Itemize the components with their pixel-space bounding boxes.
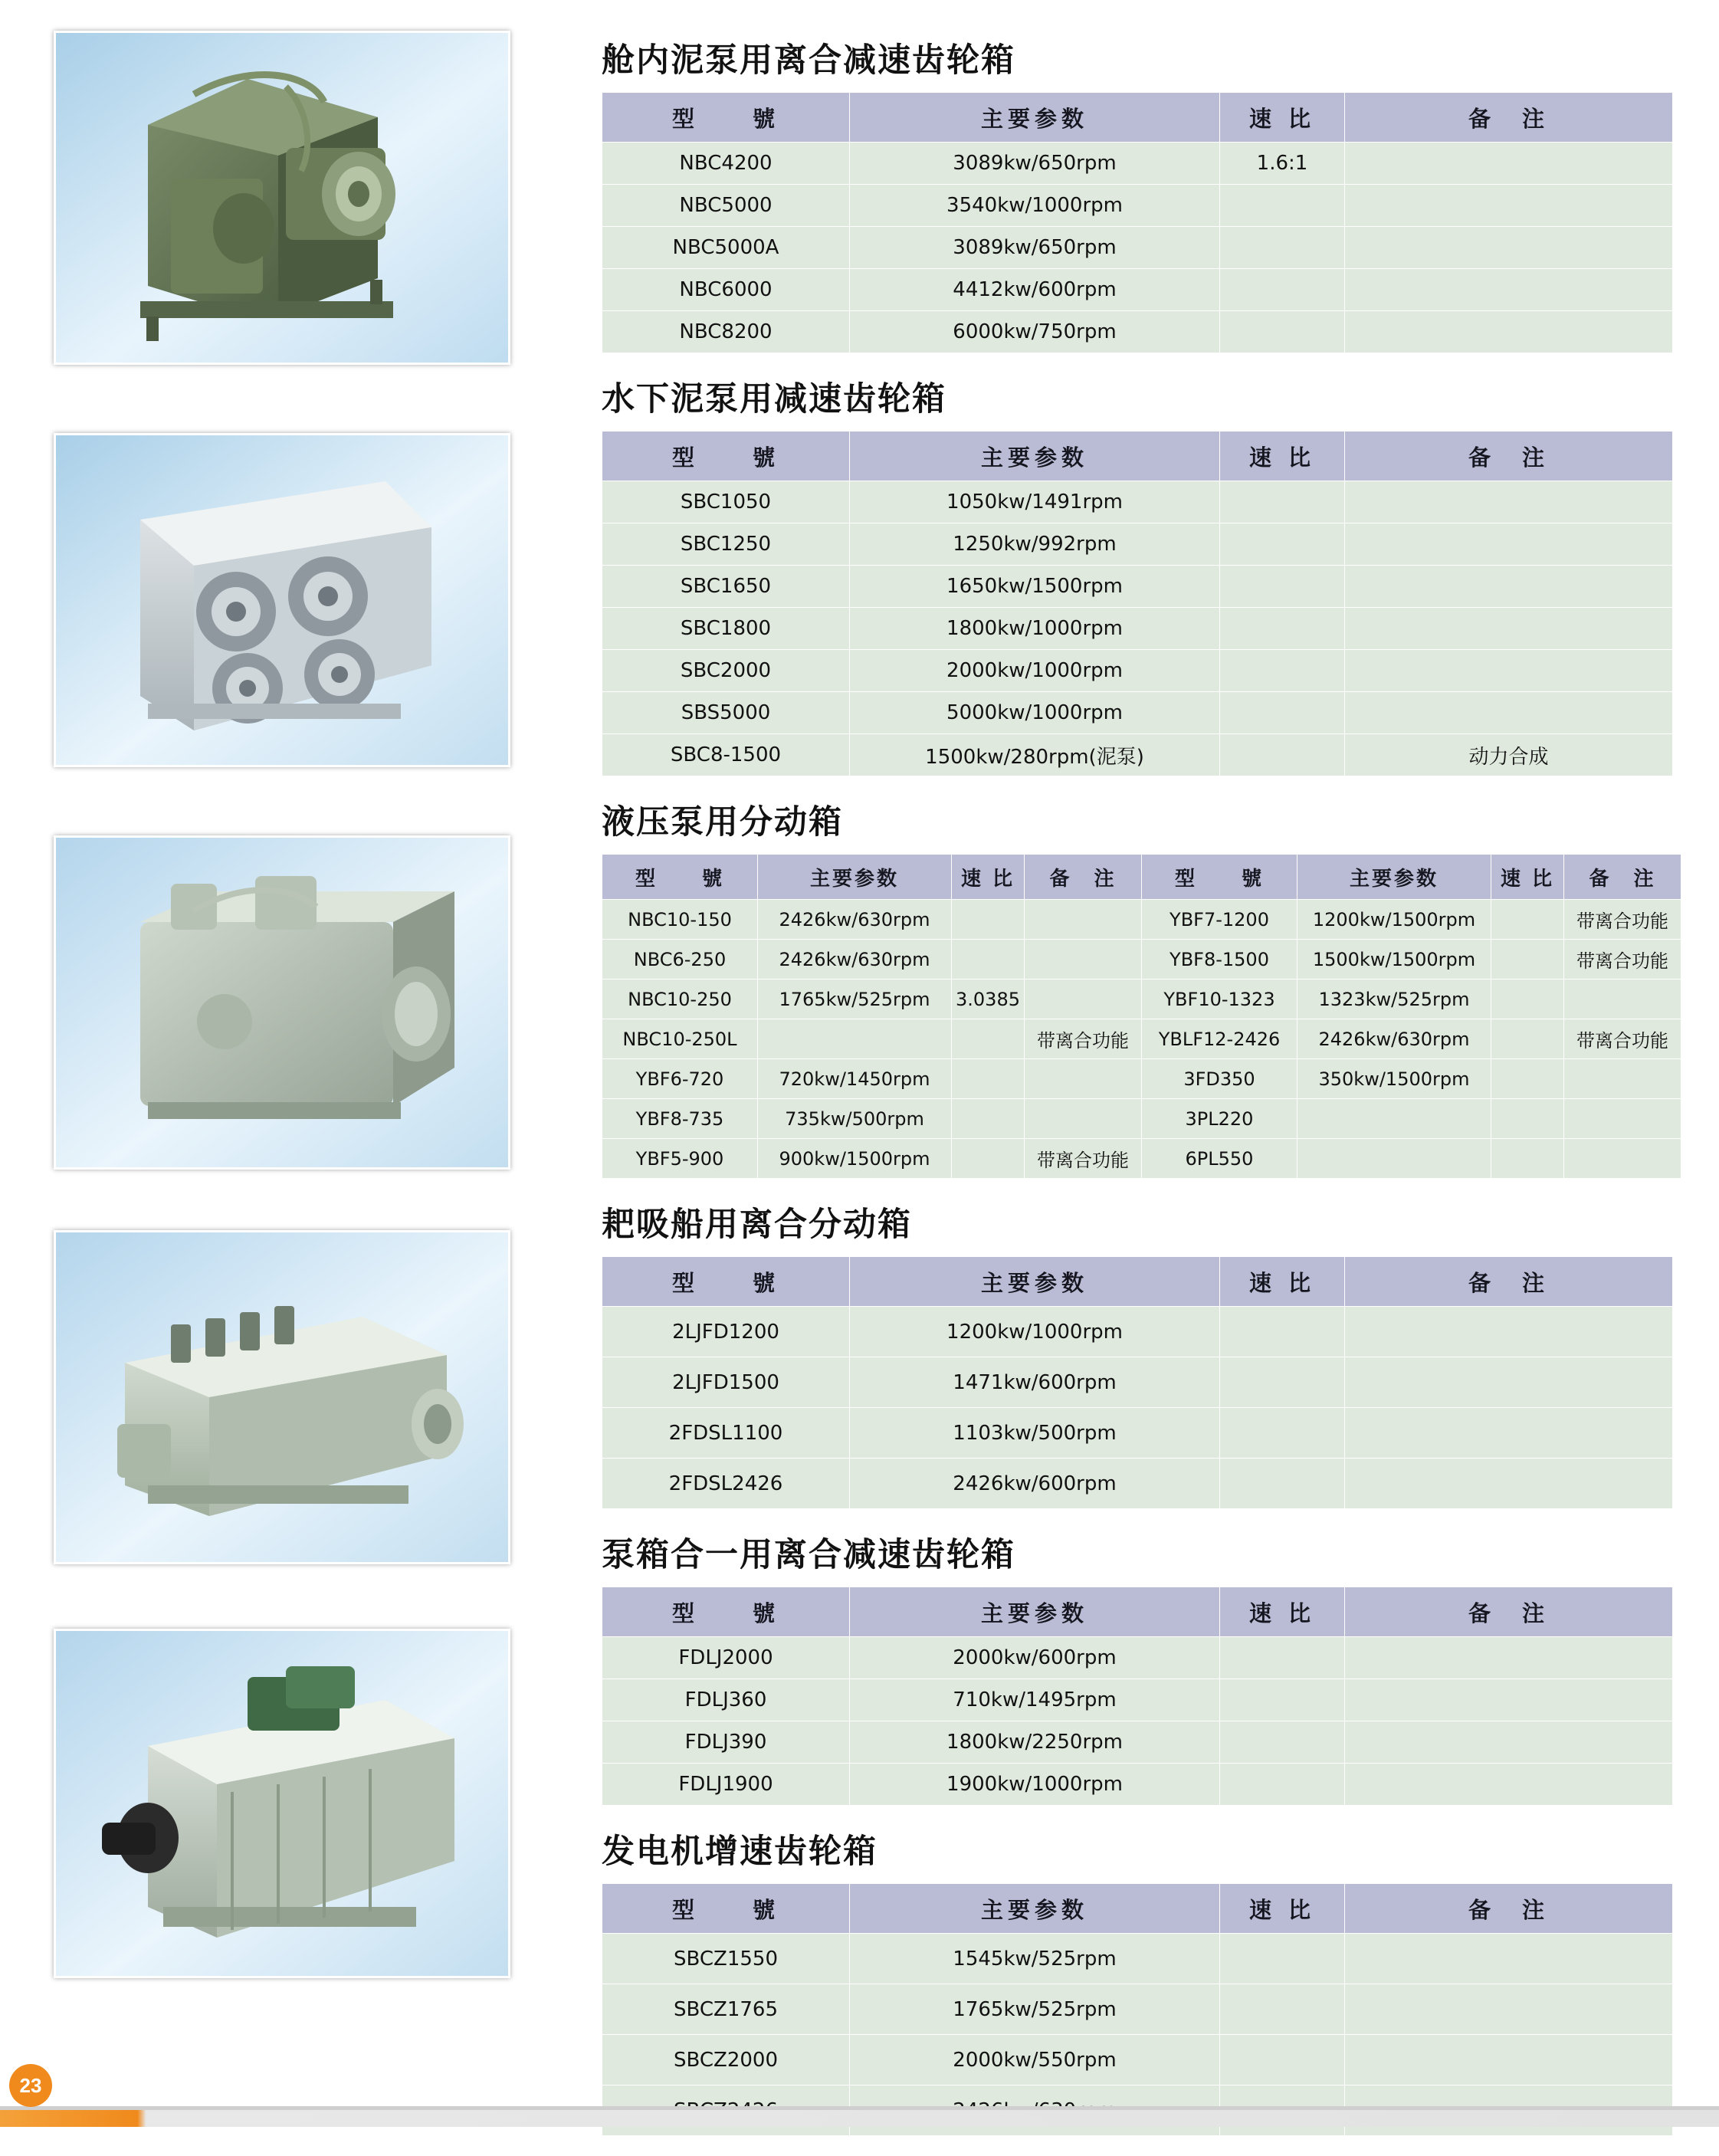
cell-model: SBC8-1500 (602, 734, 850, 776)
cell-model: SBC1800 (602, 608, 850, 650)
cell-model-right: 6PL550 (1142, 1139, 1297, 1179)
cell-remark (1345, 269, 1673, 311)
gearbox-illustration-3 (56, 838, 508, 1167)
col-params: 主要参数 (850, 93, 1220, 143)
col-ratio: 速 比 (1220, 93, 1345, 143)
table-row (602, 481, 1673, 523)
cell-remark (1345, 566, 1673, 608)
section-title: 舱内泥泵用离合减速齿轮箱 (602, 41, 1015, 80)
cell-ratio (1220, 1357, 1345, 1408)
cell-ratio-left (952, 1019, 1025, 1059)
table-row (602, 311, 1673, 353)
cell-params-right (1297, 1139, 1491, 1179)
section-title: 发电机增速齿轮箱 (602, 1833, 878, 1871)
col-ratio-left: 速 比 (952, 855, 1025, 900)
cell-params: 2000kw/1000rpm (850, 650, 1220, 692)
cell-params: 1900kw/1000rpm (850, 1764, 1220, 1806)
col-model-right: 型 號 (1142, 855, 1297, 900)
gearbox-illustration-2 (56, 435, 508, 765)
cell-remark-left (1025, 900, 1142, 940)
cell-remark-right (1564, 1099, 1681, 1139)
cell-model: SBC1050 (602, 481, 850, 523)
col-model: 型 號 (602, 1257, 850, 1307)
cell-remark (1345, 1459, 1673, 1509)
cell-ratio (1220, 566, 1345, 608)
col-params: 主要参数 (850, 432, 1220, 481)
cell-params: 2000kw/550rpm (850, 2035, 1220, 2085)
cell-remark-right: 带离合功能 (1564, 1019, 1681, 1059)
table-row (602, 1764, 1673, 1806)
cell-ratio (1220, 185, 1345, 227)
col-params: 主要参数 (850, 1257, 1220, 1307)
col-model: 型 號 (602, 93, 850, 143)
cell-ratio (1220, 1934, 1345, 1984)
table-row (602, 734, 1673, 776)
cell-remark (1345, 185, 1673, 227)
cell-params: 3089kw/650rpm (850, 227, 1220, 269)
table-row (602, 1019, 1681, 1059)
cell-model-left: NBC10-250L (602, 1019, 758, 1059)
cell-ratio (1220, 269, 1345, 311)
cell-model: FDLJ1900 (602, 1764, 850, 1806)
cell-params: 1200kw/1000rpm (850, 1307, 1220, 1357)
footer-bar (0, 2110, 1719, 2127)
cell-ratio-right (1491, 1139, 1564, 1179)
col-remark-left: 备 注 (1025, 855, 1142, 900)
section-hydraulic-pump-transfer-case (602, 796, 1705, 1179)
table-row (602, 185, 1673, 227)
table-row (602, 1679, 1673, 1721)
col-params: 主要参数 (850, 1587, 1220, 1637)
cell-ratio (1220, 1408, 1345, 1459)
cell-model: NBC4200 (602, 143, 850, 185)
in-hull-mud-pump-gearbox-photo (54, 31, 510, 365)
cell-params: 1800kw/1000rpm (850, 608, 1220, 650)
col-ratio-right: 速 比 (1491, 855, 1564, 900)
spec-tables-column (602, 0, 1705, 2156)
spec-table (602, 1883, 1673, 2136)
cell-remark-right: 带离合功能 (1564, 900, 1681, 940)
table-row (602, 227, 1673, 269)
section-in-hull-mud-pump (602, 34, 1705, 353)
hydraulic-pump-transfer-case-photo (54, 835, 510, 1170)
col-ratio: 速 比 (1220, 432, 1345, 481)
col-remark: 备 注 (1345, 1884, 1673, 1934)
cell-params-left (758, 1019, 952, 1059)
cell-model-left: NBC6-250 (602, 940, 758, 980)
cell-params-left: 1765kw/525rpm (758, 980, 952, 1019)
cell-params: 4412kw/600rpm (850, 269, 1220, 311)
table-row (602, 1099, 1681, 1139)
section-pump-box-integrated (602, 1529, 1705, 1806)
cell-ratio (1220, 1637, 1345, 1679)
spec-table (602, 1587, 1673, 1806)
section-title: 液压泵用分动箱 (602, 803, 843, 842)
table-row (602, 1307, 1673, 1357)
col-params: 主要参数 (850, 1884, 1220, 1934)
cell-remark (1345, 1721, 1673, 1764)
cell-params: 3089kw/650rpm (850, 143, 1220, 185)
cell-remark (1345, 311, 1673, 353)
cell-remark (1345, 1408, 1673, 1459)
cell-params: 1545kw/525rpm (850, 1934, 1220, 1984)
col-remark-right: 备 注 (1564, 855, 1681, 900)
cell-params-right: 2426kw/630rpm (1297, 1019, 1491, 1059)
cell-params: 2000kw/600rpm (850, 1637, 1220, 1679)
table-row (602, 608, 1673, 650)
table-row (602, 692, 1673, 734)
cell-model: SBCZ1765 (602, 1984, 850, 2035)
section-title: 泵箱合一用离合减速齿轮箱 (602, 1536, 1015, 1574)
table-row (602, 1459, 1673, 1509)
cell-params: 1650kw/1500rpm (850, 566, 1220, 608)
table-row (602, 566, 1673, 608)
cell-model: FDLJ360 (602, 1679, 850, 1721)
cell-params: 1103kw/500rpm (850, 1408, 1220, 1459)
cell-ratio-right (1491, 940, 1564, 980)
table-row (602, 980, 1681, 1019)
table-row (602, 1721, 1673, 1764)
table-row (602, 1408, 1673, 1459)
cell-params: 1765kw/525rpm (850, 1984, 1220, 2035)
cell-model-left: NBC10-250 (602, 980, 758, 1019)
cell-model: SBC2000 (602, 650, 850, 692)
table-row (602, 1357, 1673, 1408)
cell-ratio (1220, 2035, 1345, 2085)
cell-remark-right: 带离合功能 (1564, 940, 1681, 980)
spec-table (602, 92, 1673, 353)
cell-remark-left: 带离合功能 (1025, 1019, 1142, 1059)
gearbox-illustration-4 (56, 1232, 508, 1562)
table-row (602, 1637, 1673, 1679)
cell-ratio (1220, 481, 1345, 523)
section-underwater-mud-pump (602, 373, 1705, 776)
cell-params-right (1297, 1099, 1491, 1139)
gearbox-illustration-5 (56, 1631, 508, 1976)
col-ratio: 速 比 (1220, 1587, 1345, 1637)
cell-model-right: YBF7-1200 (1142, 900, 1297, 940)
cell-model: SBC1250 (602, 523, 850, 566)
cell-model: NBC8200 (602, 311, 850, 353)
table-row (602, 269, 1673, 311)
cell-ratio (1220, 1984, 1345, 2035)
cell-remark-left (1025, 1059, 1142, 1099)
col-params-right: 主要参数 (1297, 855, 1491, 900)
table-header-row (602, 1884, 1673, 1934)
cell-ratio (1220, 692, 1345, 734)
section-title: 水下泥泵用减速齿轮箱 (602, 380, 946, 418)
col-model: 型 號 (602, 1884, 850, 1934)
cell-ratio (1220, 227, 1345, 269)
section-title: 耙吸船用离合分动箱 (602, 1206, 912, 1244)
cell-model: FDLJ390 (602, 1721, 850, 1764)
cell-params-right: 1323kw/525rpm (1297, 980, 1491, 1019)
cell-params: 1471kw/600rpm (850, 1357, 1220, 1408)
cell-ratio-left: 3.0385 (952, 980, 1025, 1019)
table-row (602, 940, 1681, 980)
table-row (602, 1984, 1673, 2035)
cell-ratio (1220, 1307, 1345, 1357)
cell-params: 1050kw/1491rpm (850, 481, 1220, 523)
cell-model: 2LJFD1500 (602, 1357, 850, 1408)
cell-remark-left (1025, 940, 1142, 980)
cell-model-left: NBC10-150 (602, 900, 758, 940)
table-row (602, 900, 1681, 940)
cell-ratio: 1.6:1 (1220, 143, 1345, 185)
cell-ratio-right (1491, 1099, 1564, 1139)
cell-model-right: 3FD350 (1142, 1059, 1297, 1099)
cell-ratio-left (952, 1099, 1025, 1139)
cell-ratio (1220, 734, 1345, 776)
cell-ratio-right (1491, 900, 1564, 940)
cell-remark: 动力合成 (1345, 734, 1673, 776)
cell-remark (1345, 2035, 1673, 2085)
cell-model: 2FDSL1100 (602, 1408, 850, 1459)
cell-ratio-right (1491, 1059, 1564, 1099)
cell-params: 710kw/1495rpm (850, 1679, 1220, 1721)
cell-model: 2FDSL2426 (602, 1459, 850, 1509)
cell-ratio (1220, 608, 1345, 650)
cell-params-right: 1200kw/1500rpm (1297, 900, 1491, 940)
cell-remark (1345, 143, 1673, 185)
cell-params-right: 350kw/1500rpm (1297, 1059, 1491, 1099)
cell-remark-right (1564, 980, 1681, 1019)
cell-model-right: 3PL220 (1142, 1099, 1297, 1139)
cell-model-left: YBF8-735 (602, 1099, 758, 1139)
cell-params: 6000kw/750rpm (850, 311, 1220, 353)
cell-ratio (1220, 1679, 1345, 1721)
table-header-row (602, 432, 1673, 481)
table-header-row (602, 1587, 1673, 1637)
cell-remark-left (1025, 980, 1142, 1019)
cell-remark-right (1564, 1139, 1681, 1179)
table-row (602, 650, 1673, 692)
cell-ratio-right (1491, 1019, 1564, 1059)
cell-remark (1345, 608, 1673, 650)
cell-model-right: YBF10-1323 (1142, 980, 1297, 1019)
col-remark: 备 注 (1345, 432, 1673, 481)
cell-remark (1345, 1307, 1673, 1357)
table-row (602, 143, 1673, 185)
cell-params-left: 2426kw/630rpm (758, 900, 952, 940)
section-generator-speed-increasing (602, 1826, 1705, 2136)
cell-ratio (1220, 1721, 1345, 1764)
cell-ratio (1220, 1459, 1345, 1509)
cell-params: 5000kw/1000rpm (850, 692, 1220, 734)
cell-ratio-left (952, 900, 1025, 940)
cell-params-left: 720kw/1450rpm (758, 1059, 952, 1099)
cell-ratio-left (952, 1059, 1025, 1099)
generator-speed-increasing-gearbox-photo (54, 1629, 510, 1978)
cell-model: NBC5000A (602, 227, 850, 269)
cell-params-right: 1500kw/1500rpm (1297, 940, 1491, 980)
cell-params: 1250kw/992rpm (850, 523, 1220, 566)
cell-params-left: 735kw/500rpm (758, 1099, 952, 1139)
col-model: 型 號 (602, 432, 850, 481)
table-header-row (602, 855, 1681, 900)
cell-params: 3540kw/1000rpm (850, 185, 1220, 227)
cell-remark (1345, 692, 1673, 734)
spec-table (602, 431, 1673, 776)
col-ratio: 速 比 (1220, 1257, 1345, 1307)
spec-table (602, 1256, 1673, 1509)
cell-model: 2LJFD1200 (602, 1307, 850, 1357)
cell-model: SBS5000 (602, 692, 850, 734)
cell-remark (1345, 1764, 1673, 1806)
cell-remark (1345, 227, 1673, 269)
cell-model-left: YBF5-900 (602, 1139, 758, 1179)
cell-model-left: YBF6-720 (602, 1059, 758, 1099)
cell-model: SBC1650 (602, 566, 850, 608)
cell-ratio-right (1491, 980, 1564, 1019)
cell-ratio-left (952, 940, 1025, 980)
cell-params: 1800kw/2250rpm (850, 1721, 1220, 1764)
table-row (602, 523, 1673, 566)
table-header-row (602, 1257, 1673, 1307)
table-row (602, 1139, 1681, 1179)
cell-remark (1345, 1934, 1673, 1984)
col-remark: 备 注 (1345, 1587, 1673, 1637)
cell-params-left: 2426kw/630rpm (758, 940, 952, 980)
cell-remark (1345, 1984, 1673, 2035)
cell-model: SBCZ2000 (602, 2035, 850, 2085)
col-model: 型 號 (602, 1587, 850, 1637)
cell-ratio (1220, 650, 1345, 692)
col-params-left: 主要参数 (758, 855, 952, 900)
cell-remark (1345, 1357, 1673, 1408)
cell-model: NBC5000 (602, 185, 850, 227)
table-row (602, 1934, 1673, 1984)
cell-remark (1345, 650, 1673, 692)
table-row (602, 1059, 1681, 1099)
underwater-mud-pump-gearbox-photo (54, 433, 510, 767)
cell-params: 1500kw/280rpm(泥泵) (850, 734, 1220, 776)
cell-params-left: 900kw/1500rpm (758, 1139, 952, 1179)
col-remark: 备 注 (1345, 93, 1673, 143)
cell-ratio (1220, 1764, 1345, 1806)
cell-model: FDLJ2000 (602, 1637, 850, 1679)
col-model-left: 型 號 (602, 855, 758, 900)
col-ratio: 速 比 (1220, 1884, 1345, 1934)
cell-remark-left: 带离合功能 (1025, 1139, 1142, 1179)
cell-model: NBC6000 (602, 269, 850, 311)
cell-model-right: YBLF12-2426 (1142, 1019, 1297, 1059)
dredger-clutch-transfer-case-photo (54, 1230, 510, 1564)
cell-model-right: YBF8-1500 (1142, 940, 1297, 980)
col-remark: 备 注 (1345, 1257, 1673, 1307)
page-number-badge: 23 (9, 2064, 52, 2107)
cell-remark-left (1025, 1099, 1142, 1139)
table-row (602, 2035, 1673, 2085)
gearbox-illustration-1 (56, 33, 508, 363)
cell-remark (1345, 1679, 1673, 1721)
cell-remark (1345, 1637, 1673, 1679)
table-header-row (602, 93, 1673, 143)
cell-remark (1345, 523, 1673, 566)
cell-ratio-left (952, 1139, 1025, 1179)
cell-ratio (1220, 523, 1345, 566)
spec-table-dual (602, 854, 1681, 1179)
cell-remark-right (1564, 1059, 1681, 1099)
cell-remark (1345, 481, 1673, 523)
cell-ratio (1220, 311, 1345, 353)
photo-column (0, 0, 582, 2127)
cell-model: SBCZ1550 (602, 1934, 850, 1984)
cell-params: 2426kw/600rpm (850, 1459, 1220, 1509)
section-dredger-clutch-transfer-case (602, 1199, 1705, 1509)
